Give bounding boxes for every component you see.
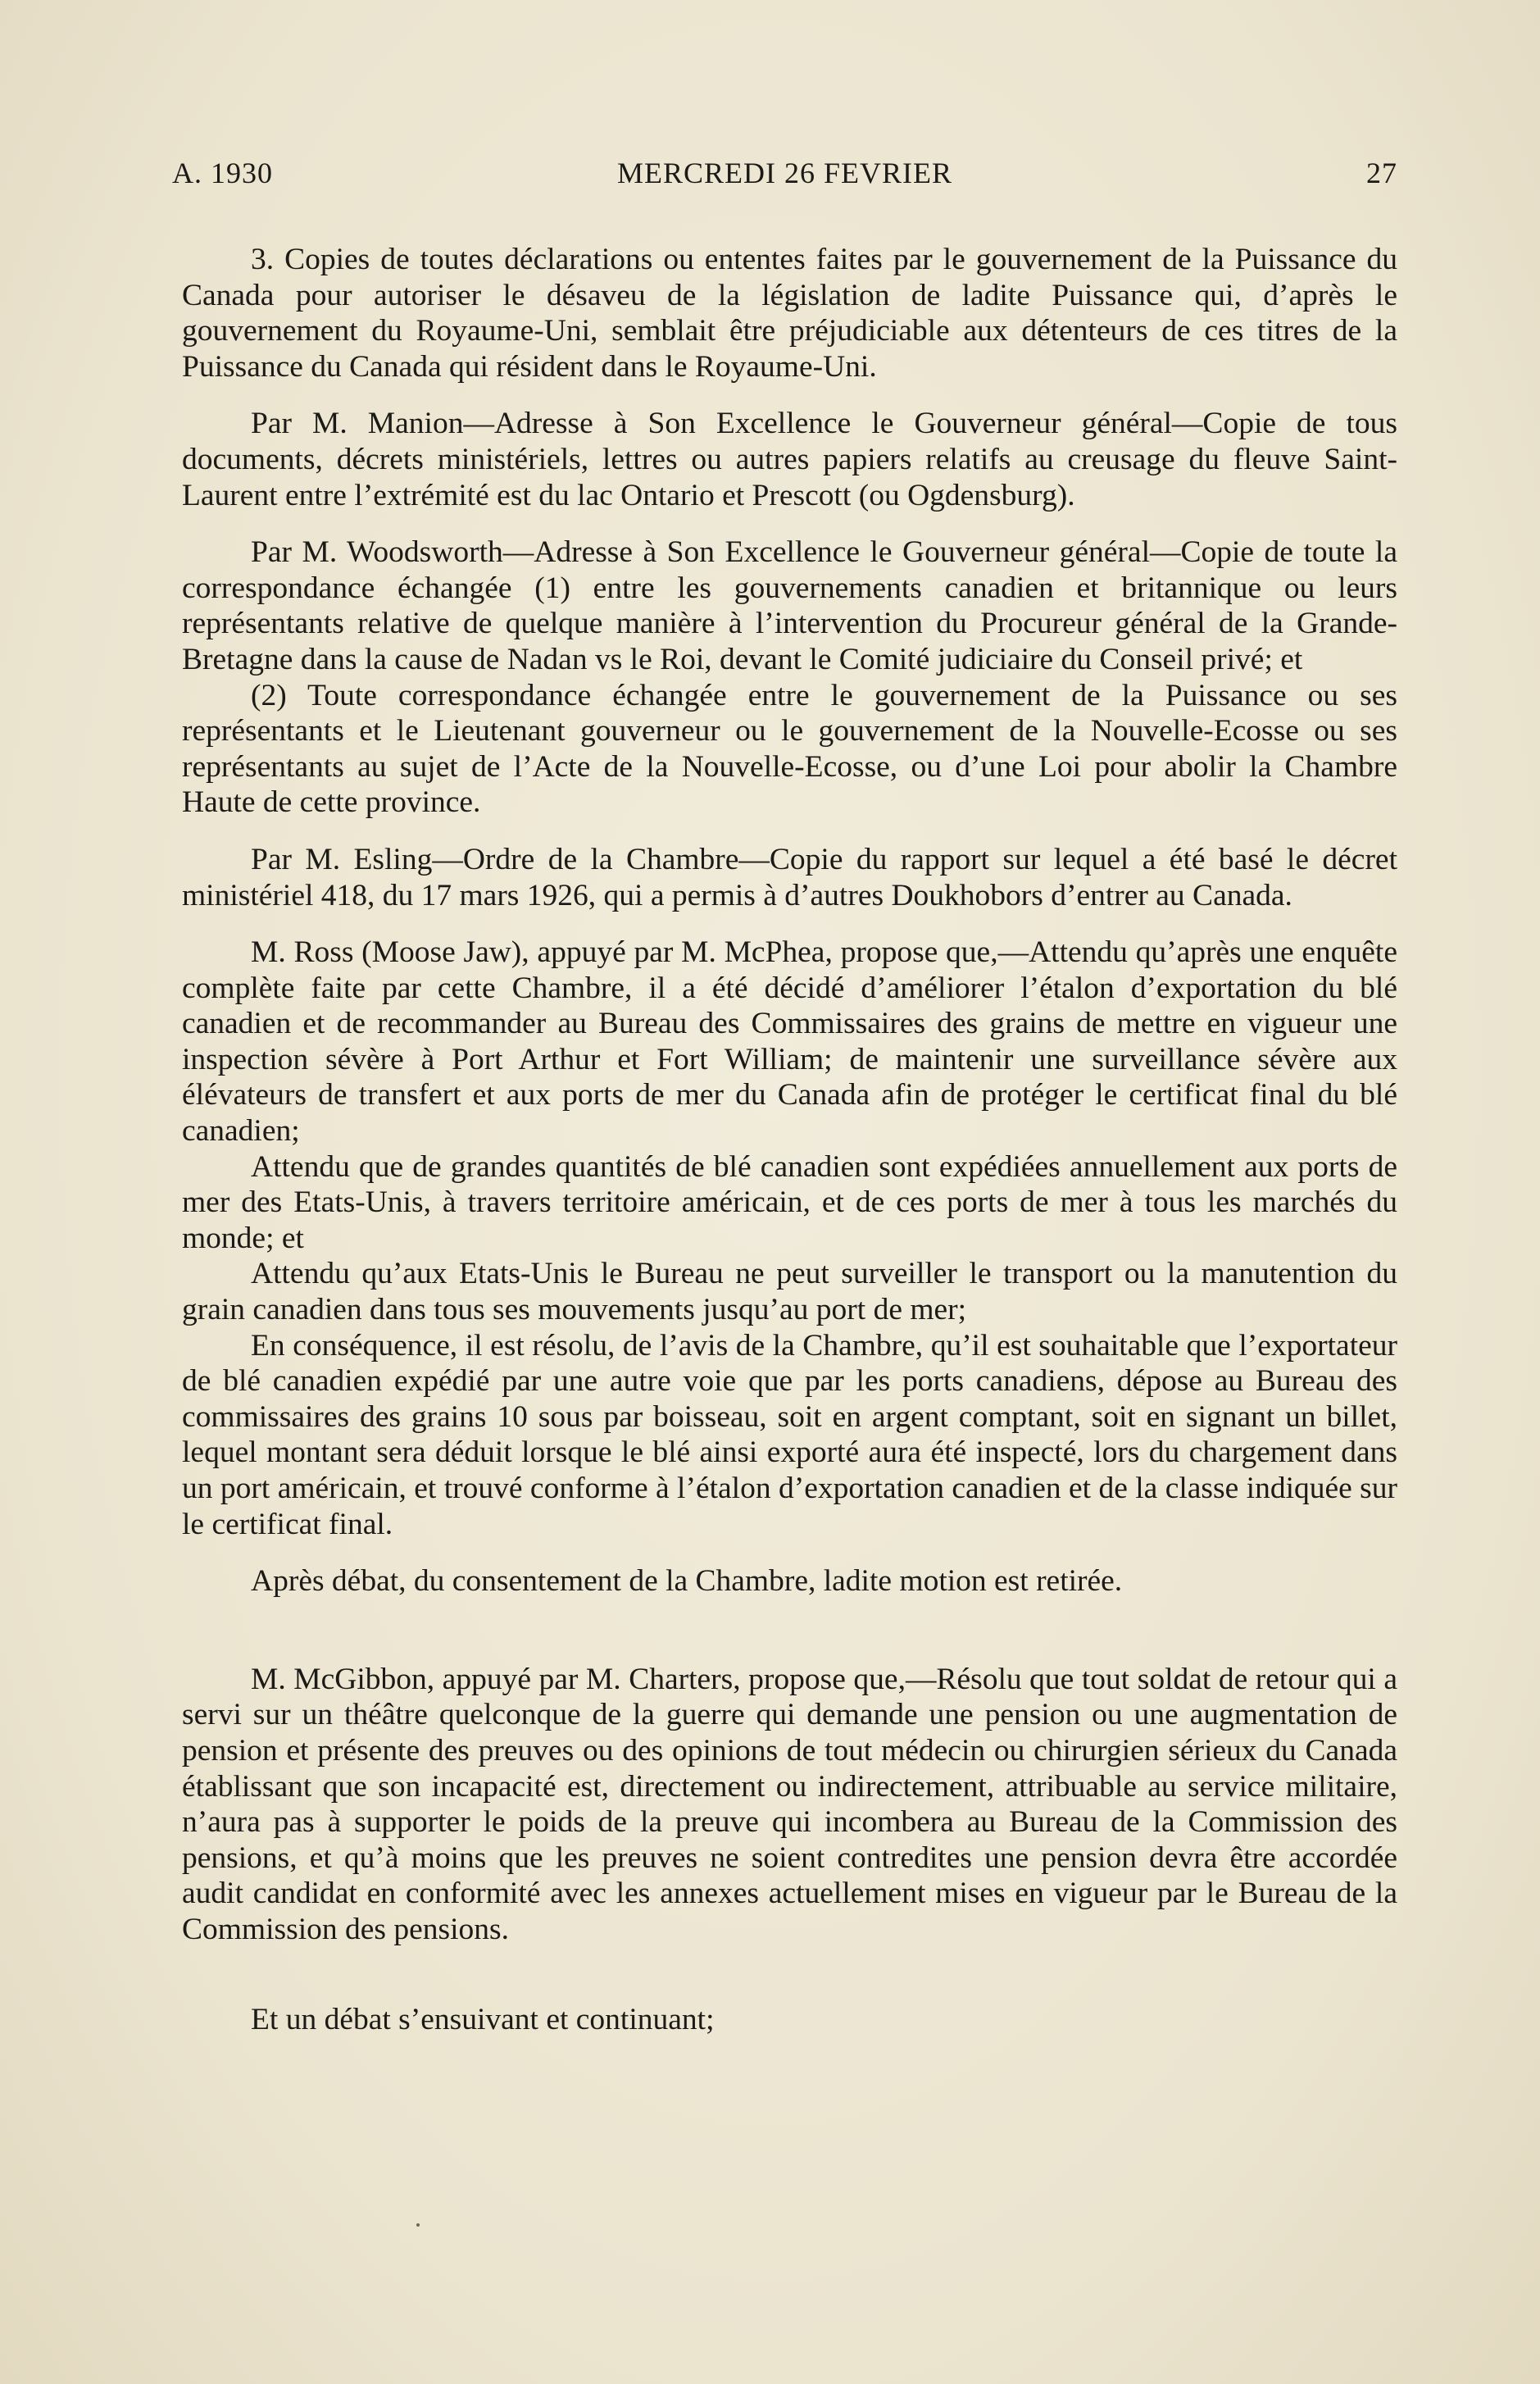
paragraph-ross-motion: M. Ross (Moose Jaw), appuyé par M. McPhea, propose que,—Attendu qu’après une enquête complète faite par cette Chambre, il a été décidé d’améliorer l’étalon d’exportation du blé canadien et de recommander au Bureau des Commissaires des grains de mettre en vigueur une inspection sévère à Port Arthur et Fort William; de maintenir une surveillance sévère aux élévateurs de transfert et aux ports de mer du Canada afin de protéger le certificat final du blé canadien; — [182, 935, 1397, 1149]
paragraph-esling: Par M. Esling—Ordre de la Chambre—Copie du rapport sur lequel a été basé le décret ministériel 418, du 17 mars 1926, qui a permis à d’autres Doukhobors d’entrer au Canada. — [182, 842, 1397, 912]
running-header — [172, 156, 1397, 197]
paragraph-woodsworth: Par M. Woodsworth—Adresse à Son Excellence le Gouverneur général—Copie de toute la correspondance échangée (1) entre les gouvernements canadien et britannique ou leurs représentants relative de quelque manière à l’intervention du Procureur général de la Grande-Bretagne dans la cause de Nadan vs le Roi, devant le Comité judiciaire du Conseil privé; et — [182, 535, 1397, 676]
paragraph-correspondance: (2) Toute correspondance échangée entre le gouvernement de la Puissance ou ses représentants et le Lieutenant gouverneur ou le gouvernement de la Nouvelle-Ecosse ou ses représentants au sujet de l’Acte de la Nouvelle-Ecosse, ou d’une Loi pour abolir la Chambre Haute de cette province. — [182, 678, 1397, 820]
paragraph-resolution: En conséquence, il est résolu, de l’avis de la Chambre, qu’il est souhaitable que l’exportateur de blé canadien expédié par une autre voie que par les ports canadiens, dépose au Bureau des commissaires des grains 10 sous par boisseau, soit en argent comptant, soit en signant un billet, lequel montant sera déduit lorsque le blé ainsi exporté aura été inspecté, lors du chargement dans un port américain, et trouvé conforme à l’étalon d’exportation canadien et de la classe indiquée sur le certificat final. — [182, 1328, 1397, 1541]
paragraph-copies-declarations: 3. Copies de toutes déclarations ou ententes faites par le gouvernement de la Puissance du Canada pour autoriser le désaveu de la législation de ladite Puissance qui, d’après le gouvernement du Royaume-Uni, semblait être préjudiciable aux détenteurs de ces titres de la Puissance du Canada qui résident dans le Royaume-Uni. — [182, 243, 1397, 384]
paragraph-debat-continuant: Et un débat s’ensuivant et continuant; — [251, 2002, 715, 2036]
session-year: A. 1930 — [172, 157, 273, 189]
body-text — [182, 242, 1397, 2037]
page-number: 27 — [1366, 157, 1397, 189]
date-heading: MERCREDI 26 FEVRIER — [616, 157, 953, 189]
print-speck — [416, 2223, 420, 2227]
paragraph-manion: Par M. Manion—Adresse à Son Excellence le Gouverneur général—Copie de tous documents, décrets ministériels, lettres ou autres papiers relatifs au creusage du fleuve Saint-Laurent entre l’extrémité est du lac Ontario et Prescott (ou Ogdensburg). — [182, 407, 1397, 512]
paragraph-attendu-etats-unis: Attendu qu’aux Etats-Unis le Bureau ne peut surveiller le transport ou la manutention du grain canadien dans tous ses mouvements jusqu’au port de mer; — [182, 1257, 1397, 1327]
paragraph-mcgibbon-motion: M. McGibbon, appuyé par M. Charters, propose que,—Résolu que tout soldat de retour qui a servi sur un théâtre quelconque de la guerre qui demande une pension ou une augmentation de pension et présente des preuves ou des opinions de tout médecin ou chirurgien sérieux du Canada établissant que son incapacité est, directement ou indirectement, attribuable au service militaire, n’aura pas à supporter le poids de la preuve qui incombera au Bureau de la Commission des pensions, et qu’à moins que les preuves ne soient contredites une pension devra être accordée audit candidat en conformité avec les annexes actuellement mises en vigueur par le Bureau de la Commission des pensions. — [182, 1662, 1397, 1946]
paragraph-attendu-quantites: Attendu que de grandes quantités de blé canadien sont expédiées annuellement aux ports de mer des Etats-Unis, à travers territoire américain, et de ces ports de mer à tous les marchés du monde; et — [182, 1149, 1397, 1255]
paragraph-debat-retiree: Après débat, du consentement de la Chambre, ladite motion est retirée. — [251, 1564, 1123, 1599]
